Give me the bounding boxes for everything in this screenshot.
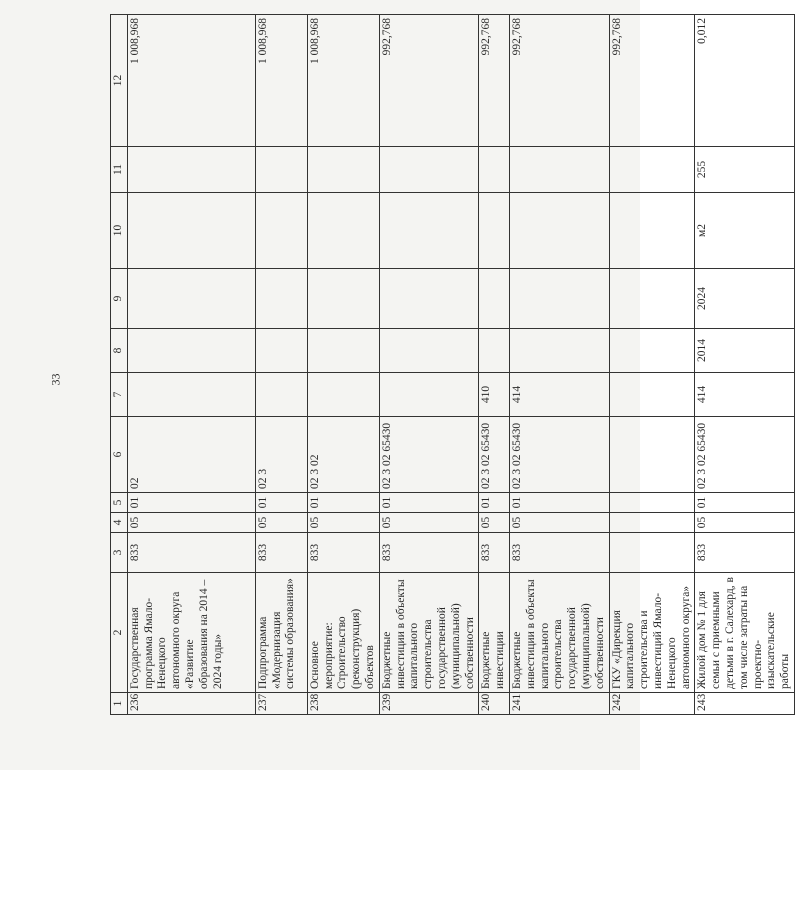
table-cell: 05 <box>307 513 379 533</box>
table-cell: 992,768 <box>609 15 695 147</box>
table-cell <box>127 373 255 417</box>
table-cell: 01 <box>479 493 510 513</box>
column-header: 11 <box>111 147 128 193</box>
table-cell: 2014 <box>695 329 795 373</box>
table-cell: 833 <box>307 533 379 573</box>
table-cell: 01 <box>307 493 379 513</box>
table-cell: 2024 <box>695 269 795 329</box>
column-header: 3 <box>111 533 128 573</box>
table-cell <box>255 373 307 417</box>
table-cell <box>609 493 695 513</box>
table-cell <box>479 329 510 373</box>
table-row <box>479 15 510 715</box>
row-description: Подпрограмма «Модернизация системы образования» <box>255 573 307 693</box>
table-cell <box>509 269 609 329</box>
table-cell: 242 <box>609 693 695 715</box>
column-header: 1 <box>111 693 128 715</box>
table-cell: 05 <box>479 513 510 533</box>
table-cell <box>379 147 479 193</box>
table-cell <box>609 147 695 193</box>
table-cell: 0,012 <box>695 15 795 147</box>
table-cell: 992,768 <box>379 15 479 147</box>
column-header: 12 <box>111 15 128 147</box>
header-row <box>111 15 128 715</box>
table-cell: 1 008,968 <box>307 15 379 147</box>
column-header: 9 <box>111 269 128 329</box>
table-cell: 241 <box>509 693 609 715</box>
table-cell: 02 3 02 65430 <box>379 417 479 493</box>
row-description: Бюджетные инвестиции в объекты капитального строительства государственной (муниципальной) собственности <box>509 573 609 693</box>
table-row <box>127 15 255 715</box>
table-cell <box>127 147 255 193</box>
table-cell: 833 <box>509 533 609 573</box>
table-cell: 05 <box>509 513 609 533</box>
column-header: 6 <box>111 417 128 493</box>
table-cell: 833 <box>255 533 307 573</box>
table-cell <box>255 329 307 373</box>
page-number: 33 <box>48 373 63 386</box>
table-cell <box>379 329 479 373</box>
table-cell: 02 3 02 <box>307 417 379 493</box>
table-row <box>695 15 795 715</box>
table-cell: 992,768 <box>479 15 510 147</box>
table-cell <box>255 269 307 329</box>
table-cell <box>479 193 510 269</box>
table-cell: 236 <box>127 693 255 715</box>
table-frame <box>110 15 792 715</box>
table-cell: м2 <box>695 193 795 269</box>
table-cell: 02 <box>127 417 255 493</box>
row-description: Жилой дом № 1 для семьи с приемными детьми в г. Салехард, в том числе затраты на проектно-изыскательские работы <box>695 573 795 693</box>
column-header: 5 <box>111 493 128 513</box>
table-cell <box>379 193 479 269</box>
row-description: Основное мероприятие: Строительство (реконструкция) объектов <box>307 573 379 693</box>
table-cell <box>609 417 695 493</box>
table-cell <box>509 147 609 193</box>
table-cell <box>609 269 695 329</box>
table-cell: 238 <box>307 693 379 715</box>
rotated-table <box>110 15 792 715</box>
table-cell: 414 <box>695 373 795 417</box>
table-cell: 255 <box>695 147 795 193</box>
table-cell: 410 <box>479 373 510 417</box>
row-description: Государственная программа Ямало-Ненецкого автономного округа «Развитие образования на 2014 – 2024 годы» <box>127 573 255 693</box>
table-cell: 239 <box>379 693 479 715</box>
table-cell <box>307 373 379 417</box>
table-cell: 01 <box>695 493 795 513</box>
table-cell <box>609 373 695 417</box>
table-cell: 833 <box>479 533 510 573</box>
table-cell: 833 <box>379 533 479 573</box>
table-cell <box>307 329 379 373</box>
column-header: 10 <box>111 193 128 269</box>
table-cell <box>609 193 695 269</box>
table-cell: 243 <box>695 693 795 715</box>
table-body <box>127 15 794 715</box>
table-cell <box>379 373 479 417</box>
table-cell: 237 <box>255 693 307 715</box>
table-cell <box>509 329 609 373</box>
table-row <box>609 15 695 715</box>
table-cell <box>609 513 695 533</box>
table-cell: 414 <box>509 373 609 417</box>
table-cell: 05 <box>127 513 255 533</box>
table-cell: 02 3 02 65430 <box>695 417 795 493</box>
table-cell <box>307 147 379 193</box>
table-cell: 833 <box>127 533 255 573</box>
column-header: 2 <box>111 573 128 693</box>
table-row <box>307 15 379 715</box>
column-header: 4 <box>111 513 128 533</box>
table-cell: 1 008,968 <box>127 15 255 147</box>
table-cell <box>127 269 255 329</box>
table-cell <box>479 147 510 193</box>
table-cell <box>127 193 255 269</box>
table-cell <box>307 269 379 329</box>
table-cell <box>479 269 510 329</box>
table-cell: 01 <box>255 493 307 513</box>
table-cell: 992,768 <box>509 15 609 147</box>
table-cell <box>255 147 307 193</box>
column-header: 7 <box>111 373 128 417</box>
table-cell <box>307 193 379 269</box>
table-cell <box>127 329 255 373</box>
table-cell: 833 <box>695 533 795 573</box>
table-cell: 02 3 02 65430 <box>509 417 609 493</box>
table-cell: 05 <box>695 513 795 533</box>
table-cell: 05 <box>255 513 307 533</box>
table-row <box>379 15 479 715</box>
table-cell: 05 <box>379 513 479 533</box>
budget-table <box>110 14 795 715</box>
table-row <box>255 15 307 715</box>
table-cell: 02 3 <box>255 417 307 493</box>
row-description: Бюджетные инвестиции <box>479 573 510 693</box>
table-cell: 240 <box>479 693 510 715</box>
table-cell <box>509 193 609 269</box>
row-description: ГКУ «Дирекция капитального строительства и инвестиций Ямало-Ненецкого автономного округа» <box>609 573 695 693</box>
table-cell <box>609 533 695 573</box>
table-cell <box>255 193 307 269</box>
table-cell: 02 3 02 65430 <box>479 417 510 493</box>
table-cell: 01 <box>509 493 609 513</box>
table-cell: 01 <box>379 493 479 513</box>
column-header: 8 <box>111 329 128 373</box>
table-row <box>509 15 609 715</box>
table-cell: 1 008,968 <box>255 15 307 147</box>
row-description: Бюджетные инвестиции в объекты капитального строительства государственной (муниципальной) собственности <box>379 573 479 693</box>
table-cell: 01 <box>127 493 255 513</box>
table-cell <box>609 329 695 373</box>
table-cell <box>379 269 479 329</box>
